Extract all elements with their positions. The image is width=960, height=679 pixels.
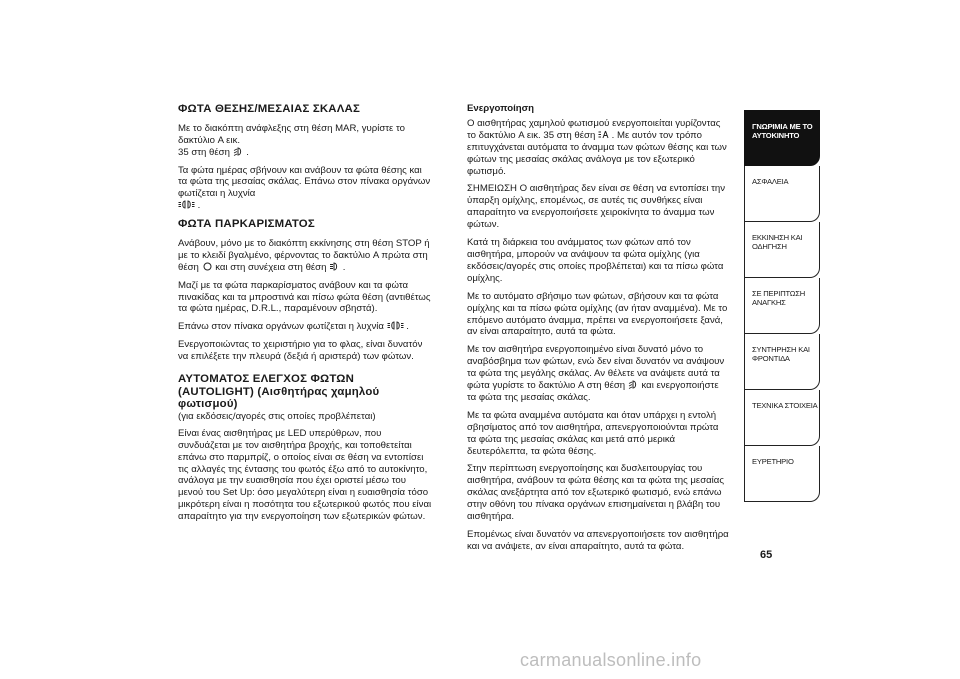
low-beam-icon <box>233 147 244 156</box>
paragraph: Μαζί με τα φώτα παρκαρίσματος ανάβουν και τα φώτα πινακίδας και τα μπροστινά και πίσω φώτα θέση (αντιθέτως τα φώτα ημέρας, D.R.L., παραμένουν σβηστά). <box>178 279 431 315</box>
tab-technical-specs[interactable]: ΤΕΧΝΙΚΑ ΣΤΟΙΧΕΙΑ <box>744 390 820 446</box>
tab-emergency[interactable]: ΣΕ ΠΕΡΙΠΤΩΣΗ ΑΝΑΓΚΗΣ <box>744 278 820 334</box>
paragraph: Με τον αισθητήρα ενεργοποιημένο είναι δυνατό μόνο το αναβόσβημα των φώτων, ενώ δεν είναι δυνατόν να ανάψουν τα φώτα της μεγάλης σκάλας. Αν θέλετε να ανάψετε αυτά τα φώτα γυρίστε το δακτύλιο A στη θέση και ενεργοποιήστε τα φώτα της μεσαίας σκάλας. <box>467 344 725 403</box>
chapter-tabs <box>744 110 820 502</box>
left-column <box>178 103 433 529</box>
sidelights-icon <box>178 200 195 209</box>
right-column <box>467 103 729 559</box>
parking-light-icon <box>329 262 340 271</box>
page-number: 65 <box>760 549 773 561</box>
paragraph: Με το διακόπτη ανάφλεξης στη θέση MAR, γυρίστε το δακτύλιο A εικ. 35 στη θέση . <box>178 122 405 158</box>
heading-position-low-beam: ΦΩΤΑ ΘΕΣΗΣ/ΜΕΣΑΙΑΣ ΣΚΑΛΑΣ <box>178 103 360 115</box>
paragraph: Στην περίπτωση ενεργοποίησης και δυσλειτουργίας του αισθητήρα, ανάβουν τα φώτα θέσης και τα φώτα της μεσαίας σκάλας ανεξάρτητα από τον εξωτερικό φωτισμό, ενώ επάνω στην οθόνη του πίνακα οργάνων επισημαίνεται η βλάβη του αισθητήρα. <box>467 463 724 523</box>
paragraph: Κατά τη διάρκεια του ανάμματος των φώτων από τον αισθητήρα, μπορούν να ανάψουν τα φώτα ομίχλης (για εκδόσεις/αγορές στις οποίες προβλέπεται) και τα πίσω φώτα ομίχλης. <box>467 237 724 284</box>
paragraph: ΣΗΜΕΙΩΣΗ Ο αισθητήρας δεν είναι σε θέση να εντοπίσει την ύπαρξη ομίχλης, επομένως, σε αυτές τις συνθήκες είναι απαραίτητο να ενεργοποιήσετε χειροκίνητα το άναμμα των φώτων. <box>467 183 726 231</box>
paragraph: Με το αυτόματο σβήσιμο των φώτων, σβήσουν και τα φώτα ομίχλης και τα πίσω φώτα ομίχλης (αν ήταν αναμμένα). Με το επόμενο αυτόματο άναμμα, πρέπει να ενεργοποιήσετε ξανά, αν είναι απαραίτητο, αυτά τα φώτα. <box>467 290 728 338</box>
tab-getting-to-know[interactable]: ΓΝΩΡΙΜΙΑ ΜΕ ΤΟ ΑΥΤΟΚΙΝΗΤΟ <box>744 110 820 166</box>
paragraph: Ανάβουν, μόνο με το διακόπτη εκκίνησης στη θέση STOP ή με το κλειδί βγαλμένο, φέρνοντας το δακτύλιο A πρώτα στη θέση και στη συνέχεια στη θέση . <box>178 237 430 273</box>
watermark: carmanualsonline.info <box>520 650 702 670</box>
paragraph: Τα φώτα ημέρας σβήνουν και ανάβουν τα φώτα θέσης και τα φώτα της μεσαίας σκάλας. Επάνω στον πίνακα οργάνων φωτίζεται η λυχνία . <box>178 164 431 212</box>
paragraph: Επάνω στον πίνακα οργάνων φωτίζεται η λυχνία . <box>178 321 409 333</box>
paragraph: Ενεργοποιώντας το χειριστήριο για το φλας, είναι δυνατόν να επιλέξετε την πλευρά (δεξιά ή αριστερά) των φώτων. <box>178 339 423 363</box>
heading-parking-lights: ΦΩΤΑ ΠΑΡΚΑΡΙΣΜΑΤΟΣ <box>178 218 315 231</box>
sidelights-icon <box>387 321 404 330</box>
auto-light-icon <box>598 130 609 139</box>
paragraph: Με τα φώτα αναμμένα αυτόματα και όταν υπάρχει η εντολή σβησίματος από τον αισθητήρα, απενεργοποιούνται πρώτα τα φώτα της μεσαίας σκάλας και μετά από μερικά δευτερόλεπτα, τα φώτα θέσης. <box>467 409 719 457</box>
low-beam-icon <box>628 380 639 389</box>
tab-index[interactable]: ΕΥΡΕΤΗΡΙΟ <box>744 446 820 502</box>
paragraph: Ο αισθητήρας χαμηλού φωτισμού ενεργοποιείται γυρίζοντας το δακτύλιο A εικ. 35 στη θέση . Με αυτόν τον τρόπο επιτυγχάνεται αυτόματα το άναμμα των φώτων θέσης και των φώτων της μεσαίας σκάλας ανάλογα με τον εξωτερικό φωτισμό. <box>467 117 727 177</box>
tab-safety[interactable]: ΑΣΦΑΛΕΙΑ <box>744 166 820 222</box>
tab-maintenance[interactable]: ΣΥΝΤΗΡΗΣΗ ΚΑΙ ΦΡΟΝΤΙΔΑ <box>744 334 820 390</box>
heading-autolight: ΑΥΤΟΜΑΤΟΣ ΕΛΕΓΧΟΣ ΦΩΤΩΝ (AUTOLIGHT) (Αισθητήρας χαμηλού φωτισμού) <box>178 373 380 411</box>
tab-starting-driving[interactable]: ΕΚΚΙΝΗΣΗ ΚΑΙ ΟΔΗΓΗΣΗ <box>744 222 820 278</box>
paragraph: Επομένως είναι δυνατόν να απενεργοποιήσετε τον αισθητήρα και να ανάψετε, αν είναι απαραίτητο, αυτά τα φώτα. <box>467 529 729 552</box>
heading-activation: Ενεργοποίηση <box>467 103 535 114</box>
heading-subnote: (για εκδόσεις/αγορές στις οποίες προβλέπεται) <box>178 410 376 422</box>
paragraph: Είναι ένας αισθητήρας με LED υπερύθρων, που συνδυάζεται με τον αισθητήρα βροχής, και τοποθετείται επάνω στο παρμπρίζ, ο οποίος είναι σε θέση να εντοπίσει τις αλλαγές της έντασης του φωτός έξω από το αυτοκίνητο, ανάλογα με την ευαισθησία που έχει οριστεί μέσω του μενού του Set Up: όσο μεγαλύτερη είναι η ευαισθησία τόσο μικρότερη είναι η ποσότητα του εξωτερικού φωτός που είναι απαραίτητο για την ενεργοποίηση των εξωτερικών φώτων. <box>178 427 432 523</box>
lights-off-icon <box>202 262 213 271</box>
